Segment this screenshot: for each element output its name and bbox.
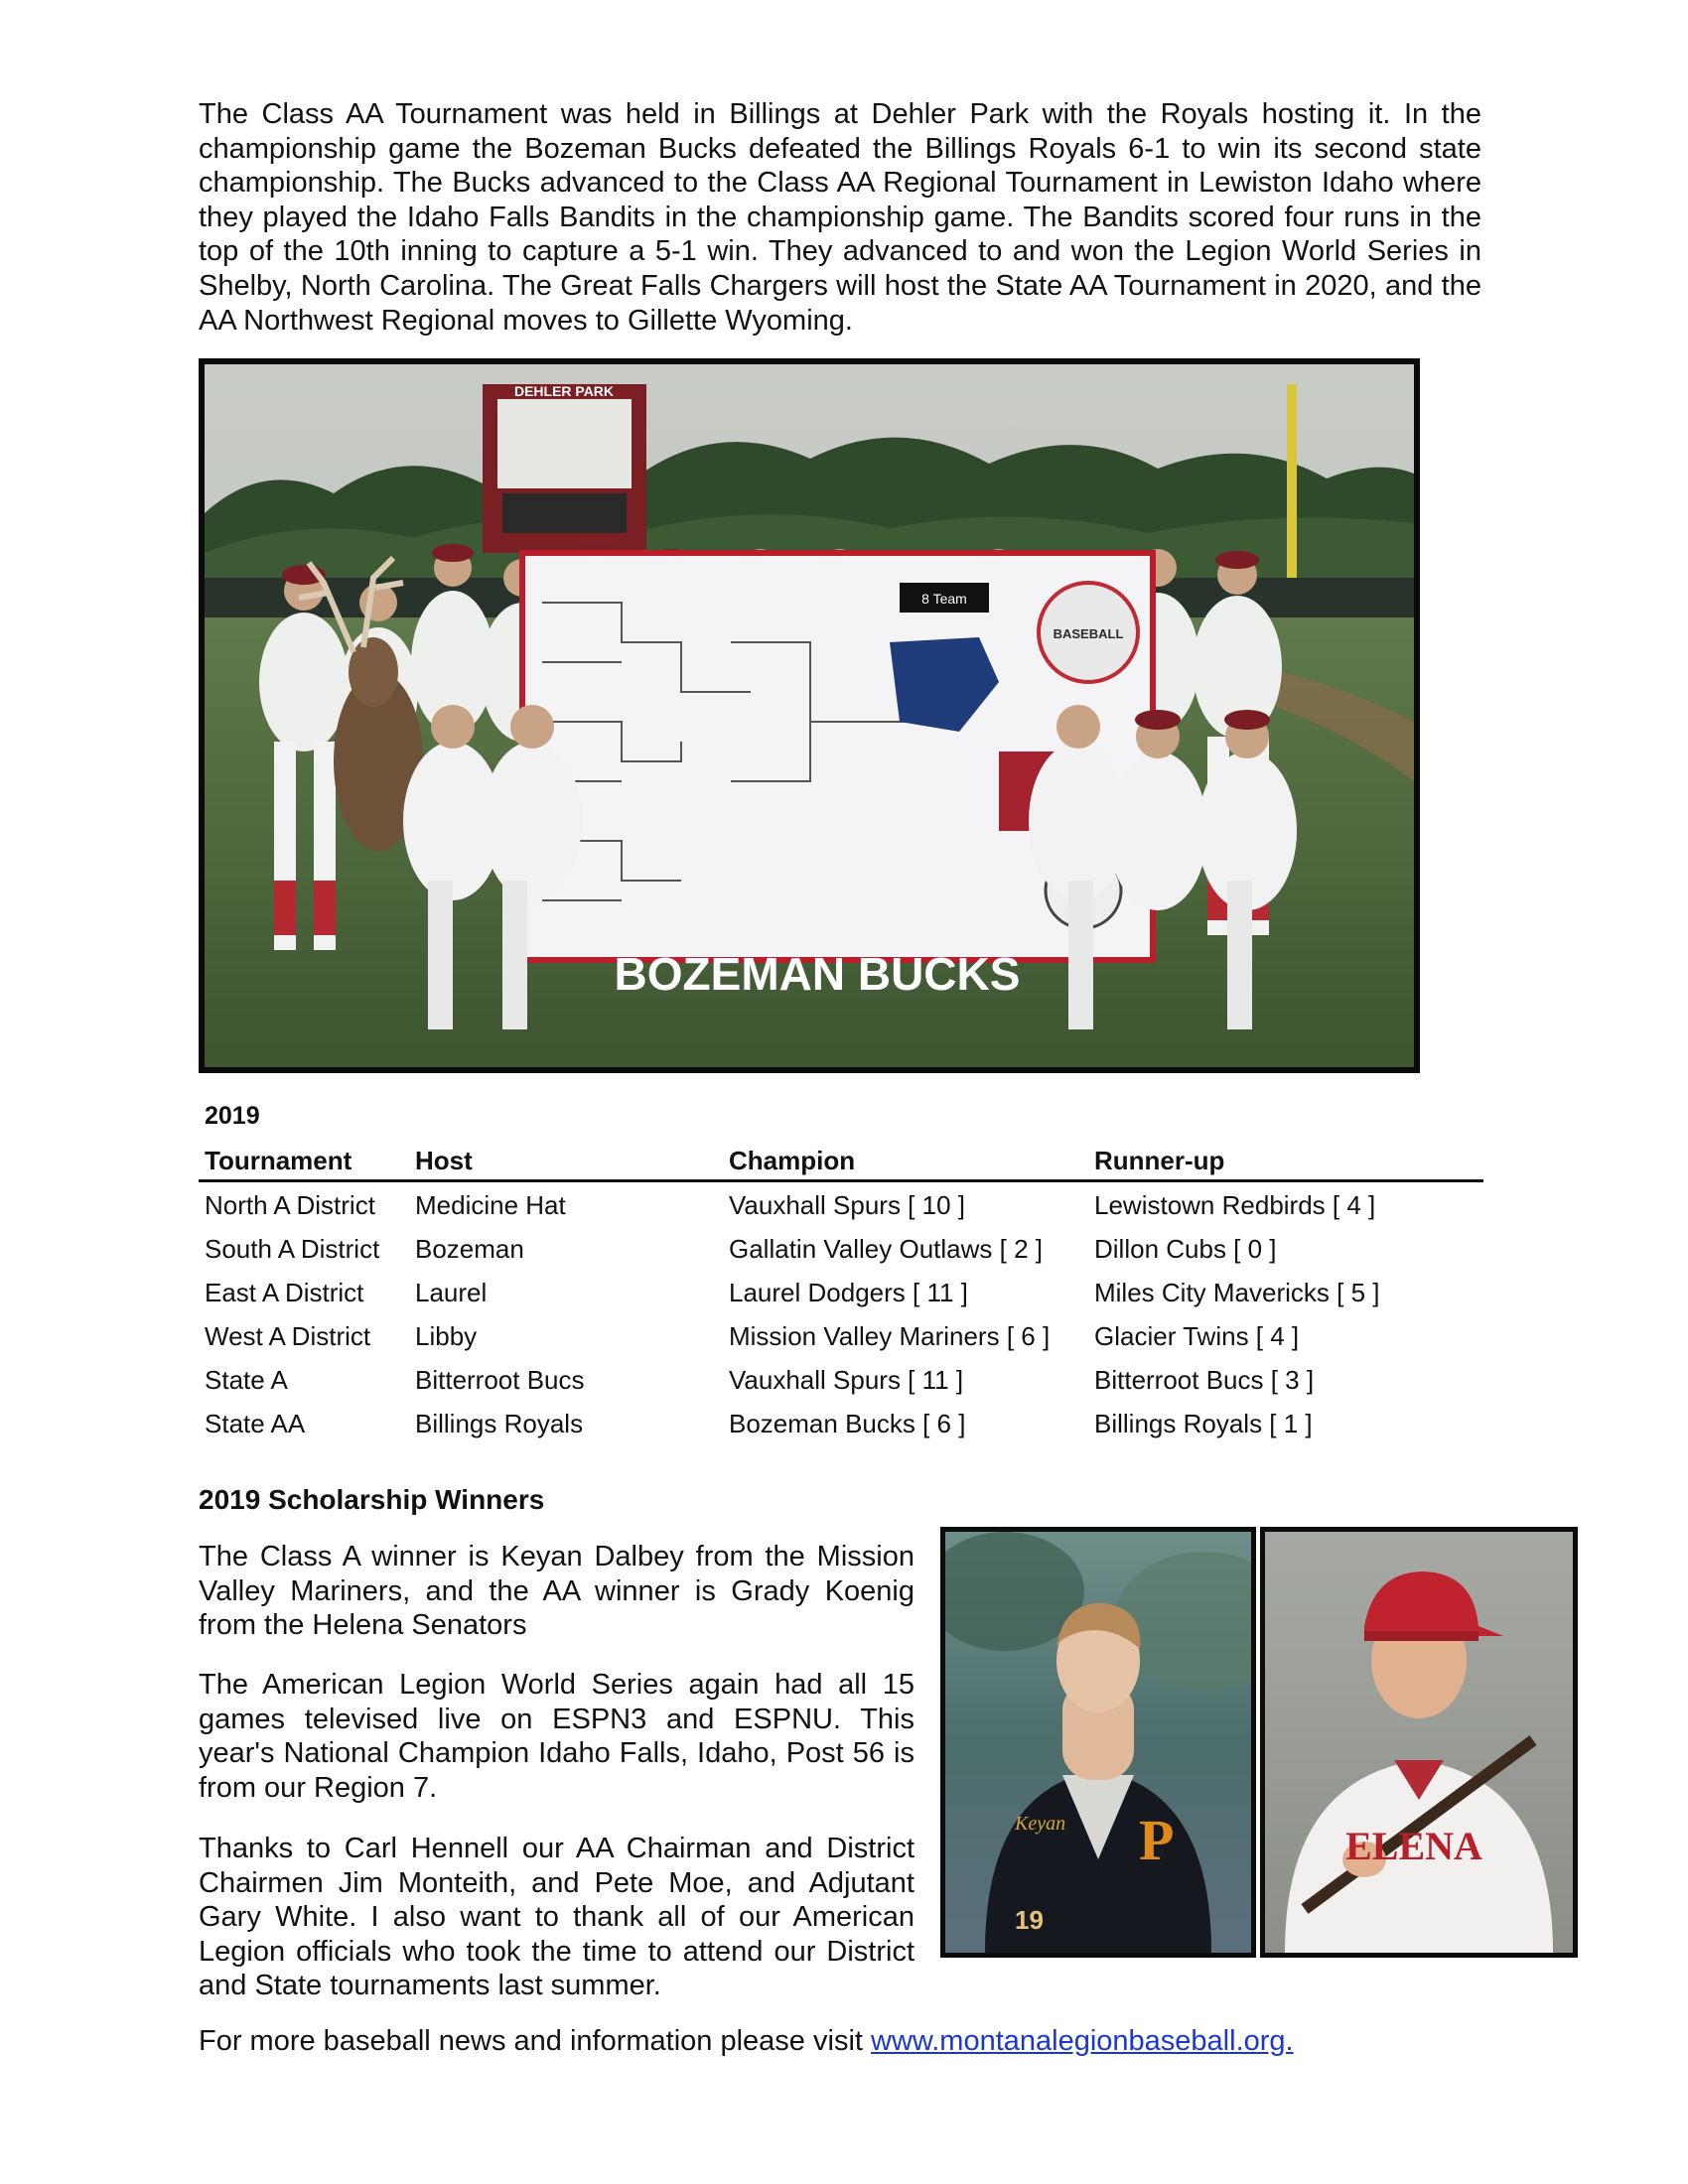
table-year: 2019 xyxy=(205,1102,260,1130)
cell-champion: Mission Valley Mariners [ 6 ] xyxy=(729,1321,1051,1351)
header-host: Host xyxy=(415,1146,473,1175)
table-row xyxy=(199,1270,1483,1313)
portrait-grady-koenig xyxy=(1260,1527,1578,1958)
cell-host: Bitterroot Bucs xyxy=(415,1365,585,1395)
cell-host: Medicine Hat xyxy=(415,1190,566,1220)
header-tournament: Tournament xyxy=(205,1146,352,1175)
results-table xyxy=(199,1140,1483,1444)
cell-runner-up: Lewistown Redbirds [ 4 ] xyxy=(1094,1190,1376,1220)
cell-runner-up: Dillon Cubs [ 0 ] xyxy=(1094,1234,1277,1264)
scholarship-winners-paragraph: The Class A winner is Keyan Dalbey from the Mission Valley Mariners, and the AA winner is Grady Koenig from the Helena Senators xyxy=(199,1541,914,1642)
cell-runner-up: Miles City Mavericks [ 5 ] xyxy=(1094,1278,1380,1307)
world-series-paragraph: The American Legion World Series again had all 15 games televised live on ESPN3 and ESPNU. This year's National Champion Idaho Falls, Idaho, Post 56 is from our Region 7. xyxy=(199,1669,914,1804)
cell-champion: Bozeman Bucks [ 6 ] xyxy=(729,1409,966,1438)
jersey-text: ELENA xyxy=(1345,1824,1482,1868)
cell-champion: Vauxhall Spurs [ 10 ] xyxy=(729,1190,965,1220)
cell-champion: Laurel Dodgers [ 11 ] xyxy=(729,1278,968,1307)
table-row xyxy=(199,1226,1483,1270)
scoreboard-label: DEHLER PARK xyxy=(513,383,615,399)
cell-tournament: West A District xyxy=(205,1321,371,1351)
banner-title: 8 Team xyxy=(921,591,967,607)
cell-host: Bozeman xyxy=(415,1234,524,1264)
table-row xyxy=(199,1182,1483,1226)
cell-tournament: North A District xyxy=(205,1190,375,1220)
footer-text: For more baseball news and information please visit xyxy=(199,2025,871,2057)
table-row xyxy=(199,1313,1483,1357)
intro-paragraph: The Class AA Tournament was held in Billings at Dehler Park with the Royals hosting it. In the championship game the Bozeman Bucks defeated the Billings Royals 6-1 to win its second state championship. The Bucks advanced to the Class AA Regional Tournament in Lewiston Idaho where they played the Idaho Falls Bandits in the championship game. The Bandits scored four runs in the top of the 10th inning to capture a 5-1 win. They advanced to and won the Legion World Series in Shelby, North Carolina. The Great Falls Chargers will host the State AA Tournament in 2020, and the AA Northwest Regional moves to Gillette Wyoming. xyxy=(199,98,1481,337)
cell-tournament: State AA xyxy=(205,1409,306,1438)
cell-runner-up: Billings Royals [ 1 ] xyxy=(1094,1409,1313,1438)
cell-host: Libby xyxy=(415,1321,478,1351)
header-champion: Champion xyxy=(729,1146,856,1175)
cell-tournament: South A District xyxy=(205,1234,380,1264)
cell-champion: Vauxhall Spurs [ 11 ] xyxy=(729,1365,964,1395)
jacket-name: Keyan xyxy=(1015,1813,1066,1835)
website-link[interactable]: www.montanalegionbaseball.org. xyxy=(871,2025,1294,2057)
footer xyxy=(199,2025,1294,2058)
cell-tournament: East A District xyxy=(205,1278,364,1307)
team-photo xyxy=(199,358,1420,1073)
cell-tournament: State A xyxy=(205,1365,288,1395)
cell-runner-up: Glacier Twins [ 4 ] xyxy=(1094,1321,1300,1351)
jacket-number: 19 xyxy=(1015,1905,1044,1935)
table-header xyxy=(199,1140,1483,1182)
photo-caption: BOZEMAN BUCKS xyxy=(614,948,1021,1000)
jacket-letter: P xyxy=(1139,1808,1175,1872)
cell-host: Laurel xyxy=(415,1278,488,1307)
scholarship-heading: 2019 Scholarship Winners xyxy=(199,1484,545,1515)
cell-host: Billings Royals xyxy=(415,1409,584,1438)
banner-logo: BASEBALL xyxy=(1053,626,1124,641)
thanks-paragraph: Thanks to Carl Hennell our AA Chairman and District Chairmen Jim Monteith, and Pete Moe, and Adjutant Gary White. I also want to thank all of our American Legion officials who took the time to attend our District and State tournaments last summer. xyxy=(199,1833,914,2002)
header-runner-up: Runner-up xyxy=(1094,1146,1225,1175)
table-row xyxy=(199,1401,1483,1444)
cell-runner-up: Bitterroot Bucs [ 3 ] xyxy=(1094,1365,1315,1395)
portrait-keyan-dalbey xyxy=(940,1527,1256,1958)
cell-champion: Gallatin Valley Outlaws [ 2 ] xyxy=(729,1234,1043,1264)
table-row xyxy=(199,1357,1483,1401)
